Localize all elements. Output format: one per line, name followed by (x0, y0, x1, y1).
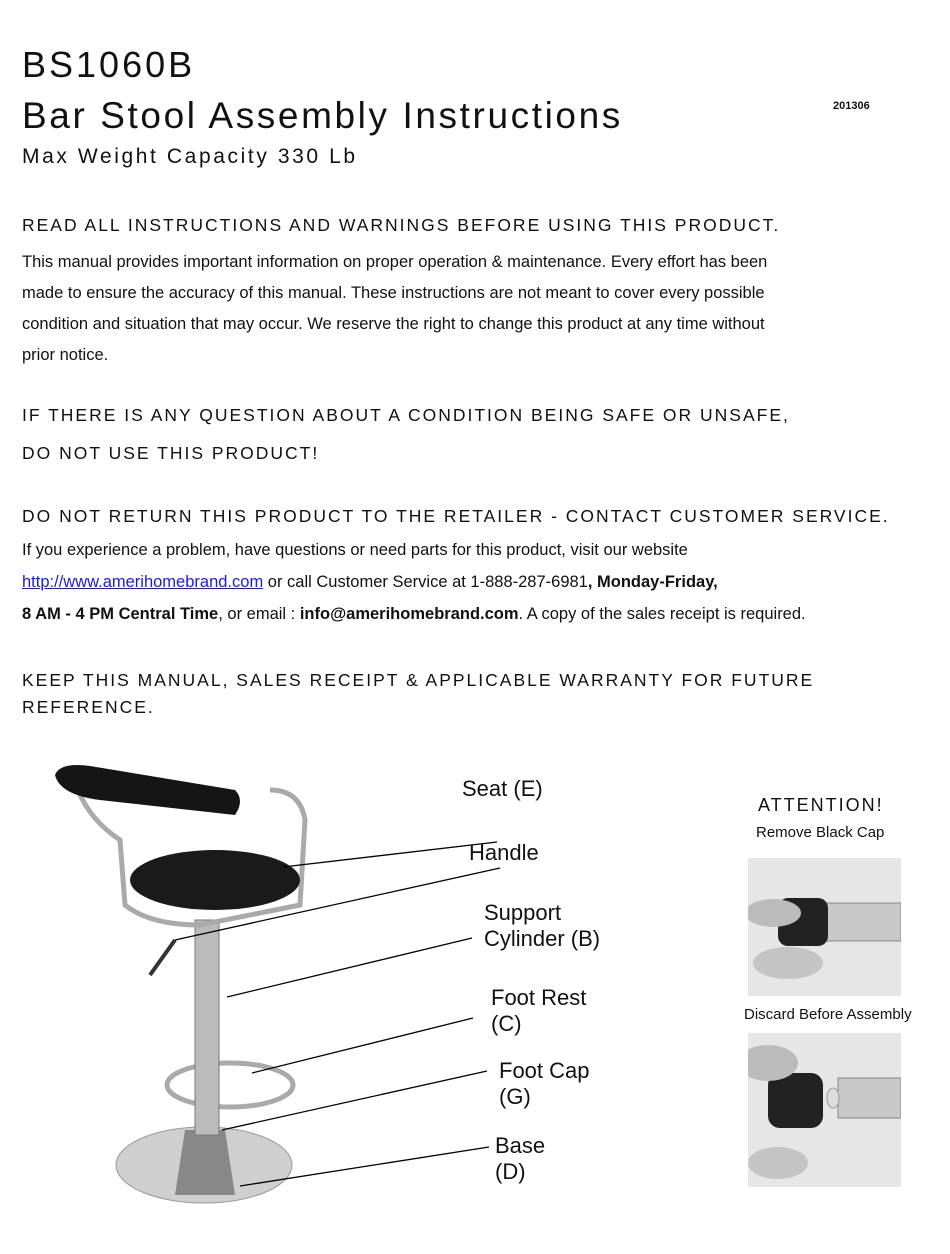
seat-cushion (130, 850, 300, 910)
intro-line: condition and situation that may occur. We reserve the right to change this product at any time without (22, 315, 765, 333)
intro-line: made to ensure the accuracy of this manual. These instructions are not meant to cover every possible (22, 284, 765, 302)
service-line (22, 605, 806, 624)
handle-shape (150, 940, 175, 975)
label-seat: Seat (E) (462, 776, 543, 801)
label-base: Base (D) (495, 1133, 546, 1184)
cylinder-shape (195, 920, 219, 1135)
label-foot-rest: Foot Rest (C) (491, 985, 587, 1036)
label-support-cylinder: Support Cylinder (B) (484, 900, 601, 951)
page-title: Bar Stool Assembly Instructions (22, 95, 623, 136)
caption-discard: Discard Before Assembly (744, 1006, 912, 1023)
caption-remove-cap: Remove Black Cap (756, 824, 885, 841)
capacity: Max Weight Capacity 330 Lb (22, 145, 358, 168)
backrest-shape (55, 765, 240, 815)
photo-discard-cap (748, 1033, 901, 1187)
intro-line: This manual provides important information on proper operation & maintenance. Every effort has been (22, 253, 768, 271)
base-column (175, 1130, 235, 1195)
label-handle: Handle (469, 840, 539, 865)
label-foot-cap: Foot Cap (G) (499, 1058, 590, 1109)
photo-remove-cap (748, 858, 901, 996)
foot-rest-shape (167, 1063, 293, 1107)
service-line (22, 573, 718, 592)
intro-line: prior notice. (22, 346, 109, 364)
black-cap (768, 1073, 823, 1128)
safety-warning: IF THERE IS ANY QUESTION ABOUT A CONDITION BEING SAFE OR UNSAFE, (22, 405, 790, 425)
receipt-text: . A copy of the sales receipt is required. (518, 605, 806, 623)
service-heading: DO NOT RETURN THIS PRODUCT TO THE RETAILER - CONTACT CUSTOMER SERVICE. (22, 506, 890, 526)
warning-heading: READ ALL INSTRUCTIONS AND WARNINGS BEFORE USING THIS PRODUCT. (22, 215, 781, 235)
attention-title: ATTENTION! (758, 795, 884, 815)
hours-text: 8 AM - 4 PM Central Time (22, 605, 219, 623)
website-link[interactable]: http://www.amerihomebrand.com (22, 573, 264, 591)
safety-warning: DO NOT USE THIS PRODUCT! (22, 443, 320, 463)
keep-manual: KEEP THIS MANUAL, SALES RECEIPT & APPLICABLE WARRANTY FOR FUTURE (22, 670, 815, 690)
doc-code: 201306 (833, 100, 870, 112)
email-address: info@amerihomebrand.com (299, 605, 519, 623)
keep-manual: REFERENCE. (22, 697, 155, 717)
phone-text: or call Customer Service at 1-888-287-6981 (263, 573, 588, 591)
days-text: , Monday-Friday, (587, 573, 718, 591)
email-label: , or email : (218, 605, 300, 623)
model-number: BS1060B (22, 44, 196, 85)
service-text: If you experience a problem, have questions or need parts for this product, visit our website (22, 541, 688, 559)
